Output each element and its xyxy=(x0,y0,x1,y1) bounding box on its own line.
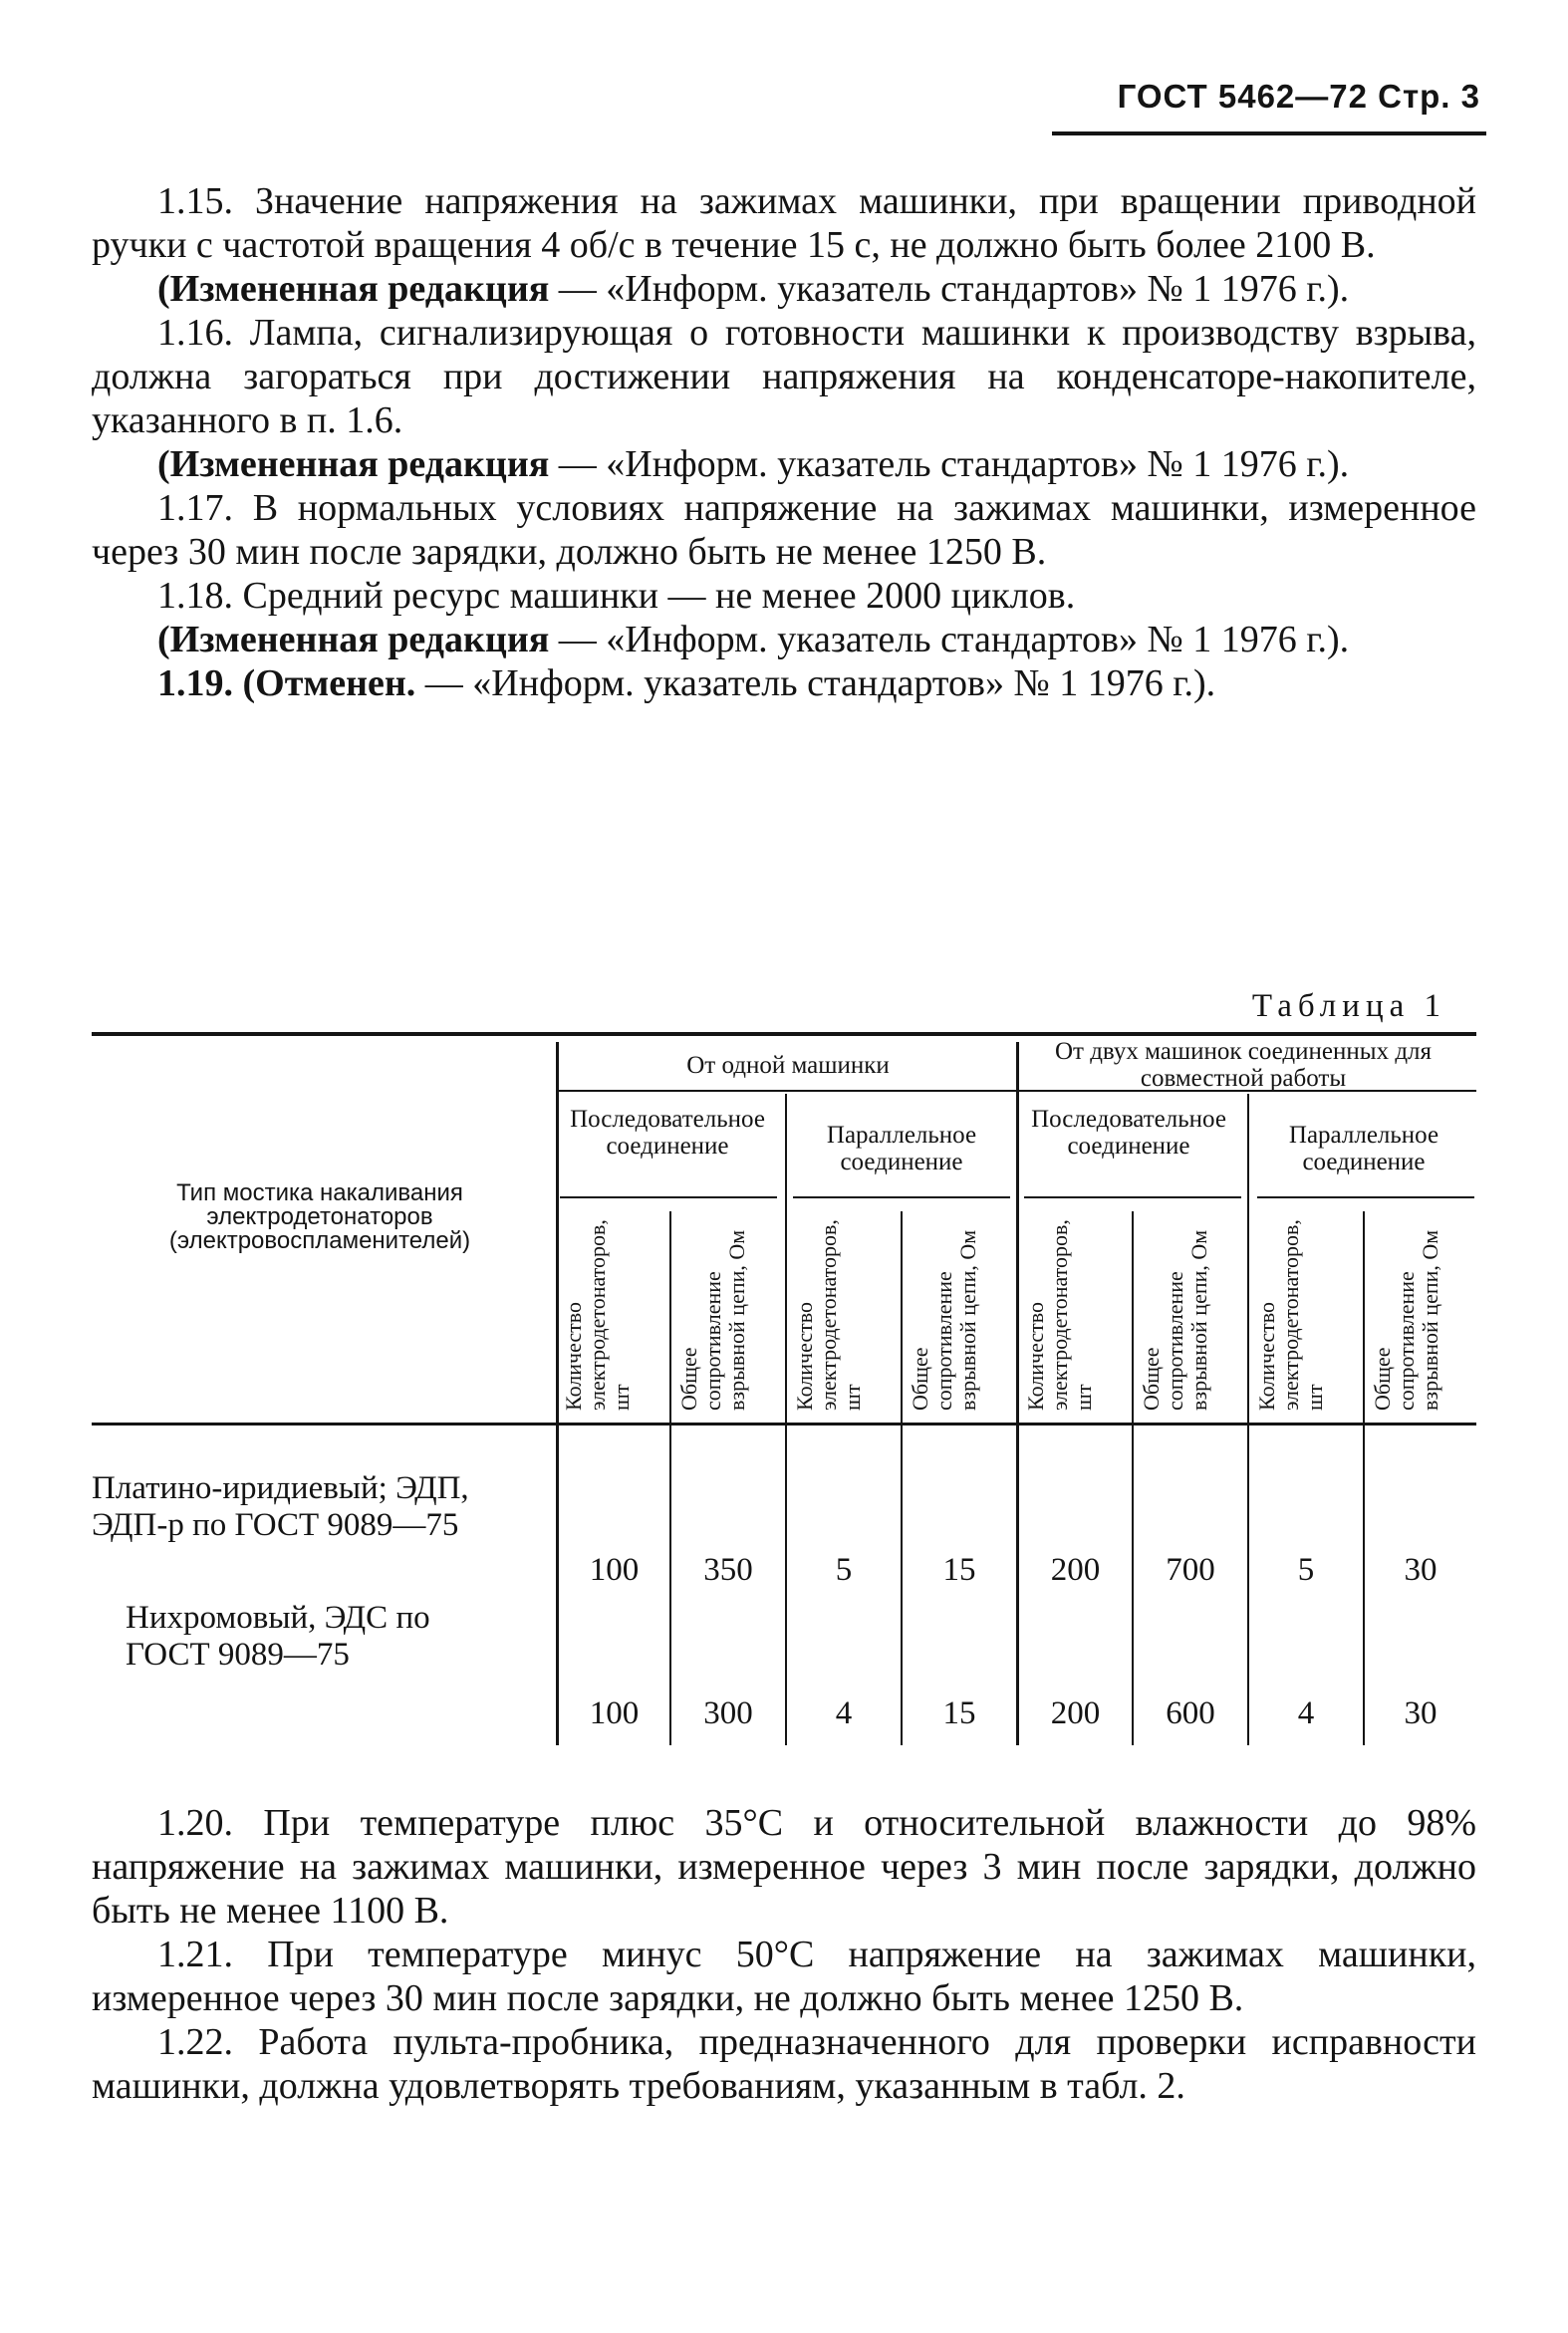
paragraph: 1.19. (Отменен. — «Информ. указатель стандартов» № 1 1976 г.). xyxy=(157,662,1216,704)
table-cell: 200 xyxy=(1050,1552,1101,1588)
stub-header: Тип мостика накаливания электродетонаторов (электровоспламенителей) xyxy=(168,1179,471,1254)
table-cell: 30 xyxy=(1404,1695,1437,1731)
column-header-count: Количество электродетонаторов, шт xyxy=(561,1219,634,1411)
subheader-serial: Последовательное соединение xyxy=(1031,1106,1226,1160)
table-cell: 200 xyxy=(1050,1695,1101,1731)
subheader-serial: Последовательное соединение xyxy=(570,1106,765,1160)
column-header-resistance: Общее сопротивление взрывной цепи, Ом xyxy=(1370,1229,1442,1411)
subheader-parallel: Параллельное соединение xyxy=(1288,1122,1439,1175)
table-cell: 300 xyxy=(703,1695,753,1731)
paragraph: 1.20. При температуре плюс 35°С и относительной влажности до 98% напряжение на зажимах машинки, измеренное через 3 мин после зарядки, должно быть не менее 1100 В. xyxy=(92,1802,1476,1932)
column-header-count: Количество электродетонаторов, шт xyxy=(1023,1219,1096,1411)
body-text-bottom xyxy=(92,1801,1476,2108)
subgroup-rule xyxy=(1024,1196,1241,1198)
group-header-two-machines: От двух машинок соединенных для совместной работы xyxy=(1054,1038,1433,1092)
group-header-one-machine: От одной машинки xyxy=(686,1052,890,1079)
column-header-resistance: Общее сопротивление взрывной цепи, Ом xyxy=(676,1229,749,1411)
subgroup-rule xyxy=(793,1196,1010,1198)
paragraph: 1.22. Работа пульта-пробника, предназначенного для проверки исправности машинки, должна удовлетворять требованиям, указанным в табл. 2. xyxy=(92,2021,1476,2107)
paragraph: 1.21. При температуре минус 50°С напряжение на зажимах машинки, измеренное через 30 мин после зарядки, не должно быть менее 1250 В. xyxy=(92,1934,1476,2019)
subgroup-rule xyxy=(560,1196,777,1198)
column-header-resistance: Общее сопротивление взрывной цепи, Ом xyxy=(1139,1229,1211,1411)
data-table xyxy=(92,1032,1476,1747)
subheader-parallel: Параллельное соединение xyxy=(826,1122,977,1175)
table-cell: 30 xyxy=(1404,1552,1437,1588)
subgroup-rule xyxy=(1257,1196,1474,1198)
column-rule xyxy=(556,1042,559,1745)
table-top-rule xyxy=(92,1032,1476,1036)
table-caption: Таблица 1 xyxy=(1251,988,1446,1024)
column-rule xyxy=(901,1211,903,1745)
column-header-count: Количество электродетонаторов, шт xyxy=(1254,1219,1327,1411)
table-cell: 15 xyxy=(942,1552,976,1588)
paragraph: 1.16. Лампа, сигнализирующая о готовности машинки к производству взрыва, должна загораться при достижении напряжения на конденсаторе-накопителе, указанного в п. 1.6. xyxy=(92,312,1476,441)
row-label-platinum-iridium: Платино-иридиевый; ЭДП, ЭДП-р по ГОСТ 9089—75 xyxy=(92,1470,469,1543)
column-header-resistance: Общее сопротивление взрывной цепи, Ом xyxy=(908,1229,980,1411)
table-cell: 4 xyxy=(1297,1695,1315,1731)
table-cell: 5 xyxy=(1297,1552,1315,1588)
column-header-count: Количество электродетонаторов, шт xyxy=(792,1219,865,1411)
column-rule xyxy=(669,1211,671,1745)
table-cell: 100 xyxy=(589,1552,640,1588)
table-cell: 350 xyxy=(703,1552,753,1588)
paragraph: 1.15. Значение напряжения на зажимах машинки, при вращении приводной ручки с частотой вращения 4 об/с в течение 15 с, не должно быть более 2100 В. xyxy=(92,180,1476,266)
column-rule xyxy=(1363,1211,1365,1745)
paragraph: (Измененная редакция — «Информ. указатель стандартов» № 1 1976 г.). xyxy=(157,619,1350,660)
table-cell: 700 xyxy=(1166,1552,1215,1588)
column-rule xyxy=(1132,1211,1134,1745)
table-cell: 5 xyxy=(835,1552,853,1588)
running-header: ГОСТ 5462—72 Стр. 3 xyxy=(1117,78,1480,115)
column-rule xyxy=(1016,1042,1019,1745)
table-cell: 4 xyxy=(835,1695,853,1731)
column-rule xyxy=(1247,1094,1249,1745)
table-cell: 600 xyxy=(1166,1695,1215,1731)
header-rule xyxy=(1052,131,1486,135)
paragraph: (Измененная редакция — «Информ. указатель стандартов» № 1 1976 г.). xyxy=(157,268,1350,310)
column-rule xyxy=(785,1094,787,1745)
table-cell: 100 xyxy=(589,1695,640,1731)
table-cell: 15 xyxy=(942,1695,976,1731)
paragraph: 1.18. Средний ресурс машинки — не менее 2000 циклов. xyxy=(157,575,1076,617)
body-text-top xyxy=(92,179,1476,705)
table-header-rule xyxy=(92,1423,1476,1426)
paragraph: (Измененная редакция — «Информ. указатель стандартов» № 1 1976 г.). xyxy=(157,443,1350,485)
paragraph: 1.17. В нормальных условиях напряжение на зажимах машинки, измеренное через 30 мин после зарядки, должно быть не менее 1250 В. xyxy=(92,487,1476,573)
row-label-nichrome: Нихромовый, ЭДС по ГОСТ 9089—75 xyxy=(126,1600,430,1673)
